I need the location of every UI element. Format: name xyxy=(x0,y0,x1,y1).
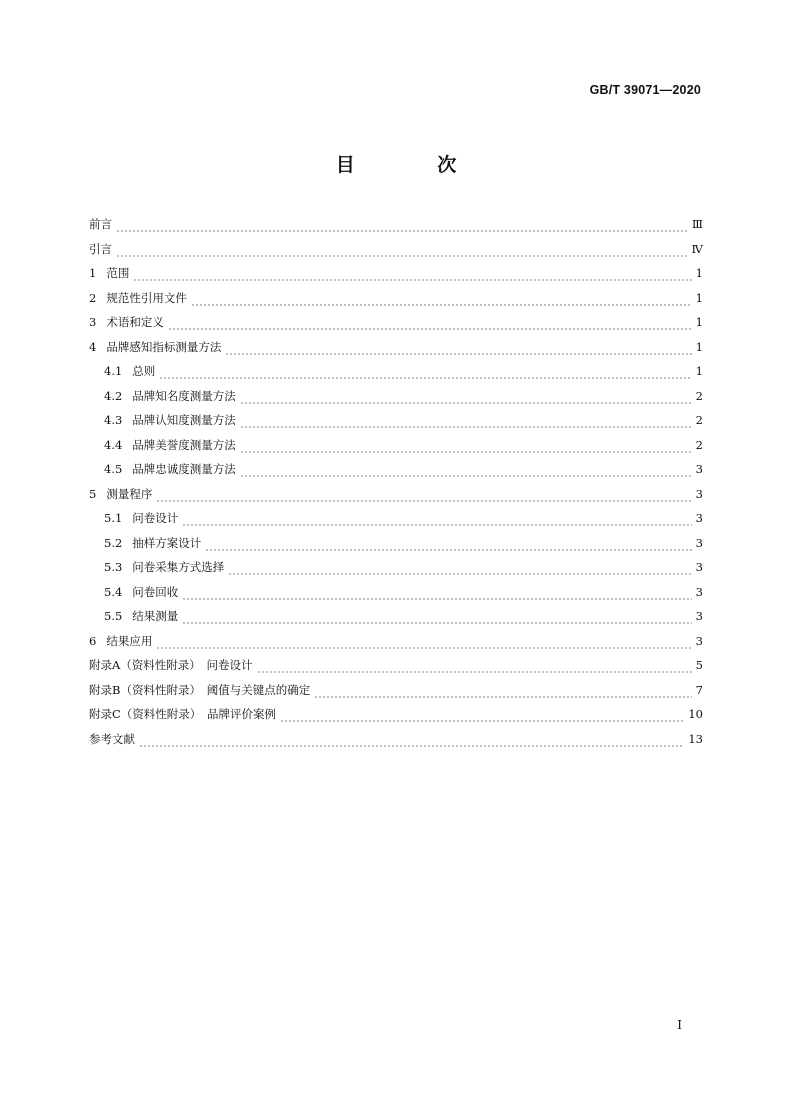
toc-entry-number: 5 xyxy=(89,486,97,501)
toc-entry-label: 附录B（资料性附录） 阈值与关键点的确定 xyxy=(89,682,311,697)
toc-entry-page: 3 xyxy=(695,560,703,574)
toc-entry-number: 1 xyxy=(89,266,97,280)
toc-dot-leader xyxy=(280,720,684,722)
toc-entry-number: 3 xyxy=(89,315,97,329)
toc-entry-label: 品牌忠诚度测量方法 xyxy=(132,462,236,476)
toc-entry-number: 5.3 xyxy=(104,560,123,574)
toc-dot-leader xyxy=(240,475,692,477)
toc-dot-leader xyxy=(156,500,691,502)
toc-dot-leader xyxy=(139,745,684,747)
toc-entry-label: 结果应用 xyxy=(106,633,153,648)
toc-entry-page: 5 xyxy=(695,658,703,672)
toc-entry[interactable] xyxy=(89,511,703,536)
toc-dot-leader xyxy=(205,549,691,551)
toc-entry[interactable] xyxy=(89,609,703,634)
toc-entry-label: 结果测量 xyxy=(132,609,179,623)
toc-entry-label: 参考文献 xyxy=(89,731,135,746)
toc-entry[interactable] xyxy=(89,658,703,683)
toc-entry-label: 总则 xyxy=(132,364,156,378)
toc-entry[interactable] xyxy=(89,242,703,267)
toc-entry-label: 品牌知名度测量方法 xyxy=(132,388,236,403)
toc-entry[interactable] xyxy=(89,315,703,340)
toc-entry-page: 10 xyxy=(688,707,703,721)
toc-entry[interactable] xyxy=(89,585,703,610)
toc-entry-label: 引言 xyxy=(89,241,112,256)
page-title: 目 次 xyxy=(335,154,495,176)
toc-entry-page: 1 xyxy=(695,364,703,378)
toc-dot-leader xyxy=(225,353,691,355)
toc-entry[interactable] xyxy=(89,340,703,365)
toc-entry-label: 品牌美誉度测量方法 xyxy=(132,437,236,452)
toc-entry-page: 3 xyxy=(695,584,703,599)
toc-dot-leader xyxy=(182,622,691,624)
toc-dot-leader xyxy=(156,647,691,649)
toc-dot-leader xyxy=(182,598,691,600)
toc-entry-page: 1 xyxy=(695,339,703,354)
toc-entry-number: 5.1 xyxy=(104,511,123,525)
page-number: Ⅰ xyxy=(677,1018,682,1032)
doc-code: GB/T 39071—2020 xyxy=(589,83,701,97)
toc-entry[interactable] xyxy=(89,291,703,316)
toc-entry-number: 4.3 xyxy=(104,413,123,427)
toc-dot-leader xyxy=(314,696,691,698)
toc-entry-page: 13 xyxy=(688,731,703,746)
toc-entry-page: 3 xyxy=(695,633,703,648)
toc-entry-label: 问卷回收 xyxy=(132,584,179,599)
toc-entry-label: 问卷采集方式选择 xyxy=(132,560,225,574)
toc-entry[interactable] xyxy=(89,536,703,561)
toc-entry[interactable] xyxy=(89,266,703,291)
toc-entry-label: 前言 xyxy=(89,217,112,231)
toc-dot-leader xyxy=(191,304,692,306)
toc-dot-leader xyxy=(116,255,688,257)
toc-entry-number: 4.1 xyxy=(104,364,123,378)
table-of-contents xyxy=(89,217,703,756)
toc-entry-number: 4.2 xyxy=(104,388,123,403)
toc-entry-number: 4.5 xyxy=(104,462,123,476)
toc-dot-leader xyxy=(116,230,688,232)
toc-entry-number: 2 xyxy=(89,290,97,305)
toc-entry-label: 规范性引用文件 xyxy=(106,290,187,305)
toc-entry-number: 4 xyxy=(89,339,97,354)
toc-entry-number: 5.4 xyxy=(104,584,123,599)
toc-entry[interactable] xyxy=(89,389,703,414)
toc-entry-page: 3 xyxy=(695,511,703,525)
toc-dot-leader xyxy=(159,377,691,379)
toc-entry[interactable] xyxy=(89,438,703,463)
toc-entry-number: 4.4 xyxy=(104,437,123,452)
toc-entry-page: 3 xyxy=(695,535,703,550)
toc-entry-number: 5.5 xyxy=(104,609,123,623)
toc-entry[interactable] xyxy=(89,364,703,389)
toc-entry-page: Ⅳ xyxy=(691,241,703,256)
toc-entry-page: 3 xyxy=(695,609,703,623)
toc-entry-label: 抽样方案设计 xyxy=(132,535,202,550)
toc-entry-number: 6 xyxy=(89,633,97,648)
toc-entry-label: 附录A（资料性附录） 问卷设计 xyxy=(89,658,253,672)
toc-entry[interactable] xyxy=(89,634,703,659)
toc-dot-leader xyxy=(228,573,691,575)
toc-entry-page: 2 xyxy=(695,388,703,403)
toc-dot-leader xyxy=(133,279,691,281)
toc-dot-leader xyxy=(257,671,692,673)
toc-dot-leader xyxy=(182,524,691,526)
toc-entry[interactable] xyxy=(89,413,703,438)
toc-entry-page: 1 xyxy=(695,290,703,305)
toc-entry[interactable] xyxy=(89,707,703,732)
toc-entry-label: 品牌感知指标测量方法 xyxy=(106,339,222,354)
toc-entry-label: 术语和定义 xyxy=(106,315,164,329)
toc-entry-page: 7 xyxy=(695,682,703,697)
toc-entry-label: 附录C（资料性附录） 品牌评价案例 xyxy=(89,707,277,721)
toc-entry[interactable] xyxy=(89,683,703,708)
toc-dot-leader xyxy=(168,328,692,330)
toc-entry[interactable] xyxy=(89,487,703,512)
toc-entry-label: 测量程序 xyxy=(106,486,153,501)
toc-dot-leader xyxy=(240,426,692,428)
toc-entry-label: 问卷设计 xyxy=(132,511,179,525)
toc-entry-page: 2 xyxy=(695,437,703,452)
toc-dot-leader xyxy=(240,402,692,404)
toc-entry-page: Ⅲ xyxy=(691,217,703,231)
toc-entry-page: 3 xyxy=(695,462,703,476)
toc-entry-label: 品牌认知度测量方法 xyxy=(132,413,236,427)
toc-dot-leader xyxy=(240,451,692,453)
toc-entry-page: 3 xyxy=(695,486,703,501)
toc-entry[interactable] xyxy=(89,560,703,585)
toc-entry-label: 范围 xyxy=(106,266,130,280)
toc-entry-page: 2 xyxy=(695,413,703,427)
toc-entry-number: 5.2 xyxy=(104,535,123,550)
toc-entry[interactable] xyxy=(89,462,703,487)
toc-entry-page: 1 xyxy=(695,315,703,329)
toc-entry-page: 1 xyxy=(695,266,703,280)
toc-entry[interactable] xyxy=(89,217,703,242)
toc-entry[interactable] xyxy=(89,732,703,757)
